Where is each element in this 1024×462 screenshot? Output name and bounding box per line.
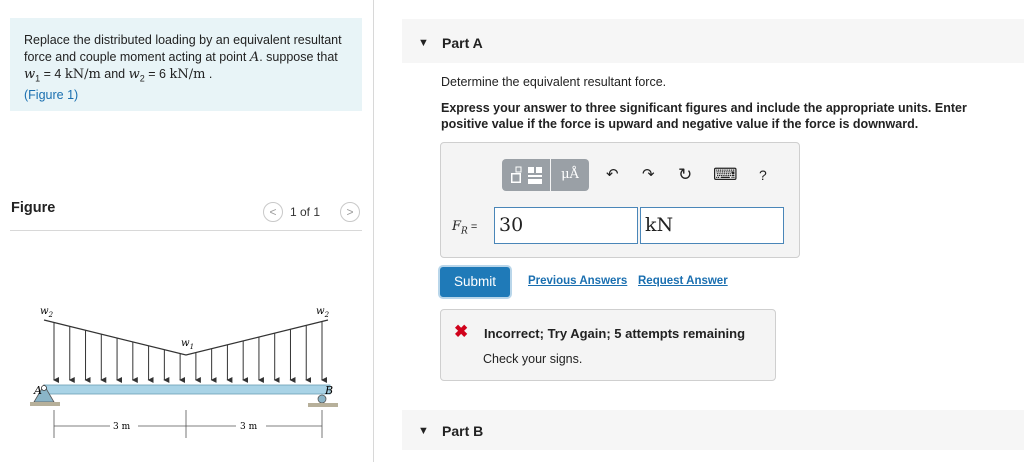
ground-b (308, 403, 338, 407)
pin-support-a-hinge (42, 386, 47, 391)
reset-icon[interactable]: ↻ (678, 165, 693, 184)
next-figure-button[interactable]: > (340, 202, 360, 222)
problem-text-2: . suppose that (259, 49, 338, 64)
figure-heading: Figure (11, 200, 56, 216)
units-button[interactable]: μÅ (551, 159, 589, 191)
problem-text-4: . (205, 67, 213, 81)
beam (44, 385, 330, 394)
dim-label-right: 3 m (240, 422, 258, 432)
beam-loading-figure (10, 290, 350, 450)
feedback-panel (440, 309, 776, 381)
w2-symbol: w (128, 67, 140, 82)
w1-symbol: w (24, 67, 36, 82)
load-arrows (54, 321, 322, 380)
redo-icon[interactable]: ↷ (642, 166, 655, 183)
part-b-title: Part B (442, 423, 484, 439)
part-a-title: Part A (442, 35, 483, 51)
problem-text-1: Replace the distributed loading by an equivalent resultant force and couple moment acting at point (24, 33, 342, 64)
submit-button[interactable]: Submit (440, 267, 510, 297)
figure-divider (10, 230, 362, 231)
w2-left-label: $w_2$ (40, 306, 54, 319)
figure-link[interactable]: (Figure 1) (24, 88, 79, 102)
templates-icon (502, 159, 550, 191)
dim-label-left: 3 m (113, 422, 131, 432)
w1-value: = 4 (40, 67, 65, 81)
ground-a (30, 402, 60, 406)
column-divider (373, 0, 374, 462)
value-input[interactable]: 30 (494, 207, 638, 244)
feedback-title: Incorrect; Try Again; 5 attempts remaining (484, 326, 746, 341)
request-answer-link[interactable]: Request Answer (638, 275, 728, 287)
help-icon[interactable]: ? (759, 167, 767, 183)
w2-unit: kN/m (169, 67, 206, 82)
part-a-header[interactable] (402, 19, 1024, 63)
previous-answers-link[interactable]: Previous Answers (528, 275, 628, 287)
point-a-label: A (34, 384, 42, 397)
keyboard-icon[interactable]: ⌨ (713, 165, 738, 184)
part-a-instructions: Express your answer to three significant figures and include the appropriate units. Enter positive value if the force is upward and negative value if the force is downward. (441, 101, 967, 131)
undo-icon[interactable]: ↶ (606, 166, 619, 183)
part-a-question: Determine the equivalent resultant force. (441, 75, 667, 89)
feedback-hint: Check your signs. (483, 352, 583, 366)
units-input[interactable]: kN (640, 207, 784, 244)
problem-statement (24, 32, 344, 104)
w2-value: = 6 (144, 67, 170, 81)
previous-figure-button[interactable]: < (263, 202, 283, 222)
w1-unit: kN/m (64, 67, 101, 82)
w2-subscript: 2 (139, 73, 145, 84)
w1-label: $w_1$ (181, 338, 195, 351)
part-b-collapse-icon[interactable]: ▼ (418, 425, 429, 437)
point-a-symbol: A (249, 49, 260, 65)
figure-pager-text: 1 of 1 (290, 205, 321, 219)
incorrect-icon: ✖ (454, 322, 469, 341)
w1-subscript: 1 (35, 73, 41, 84)
point-b-label: B (325, 384, 334, 397)
templates-button[interactable] (502, 159, 550, 191)
problem-text-3: and (100, 67, 129, 81)
resultant-force-label: $F_R$ = (452, 219, 478, 237)
w2-right-label: $w_2$ (316, 306, 330, 319)
math-toolbar (502, 159, 782, 193)
part-a-collapse-icon[interactable]: ▼ (418, 37, 429, 49)
part-b-header[interactable] (402, 410, 1024, 450)
